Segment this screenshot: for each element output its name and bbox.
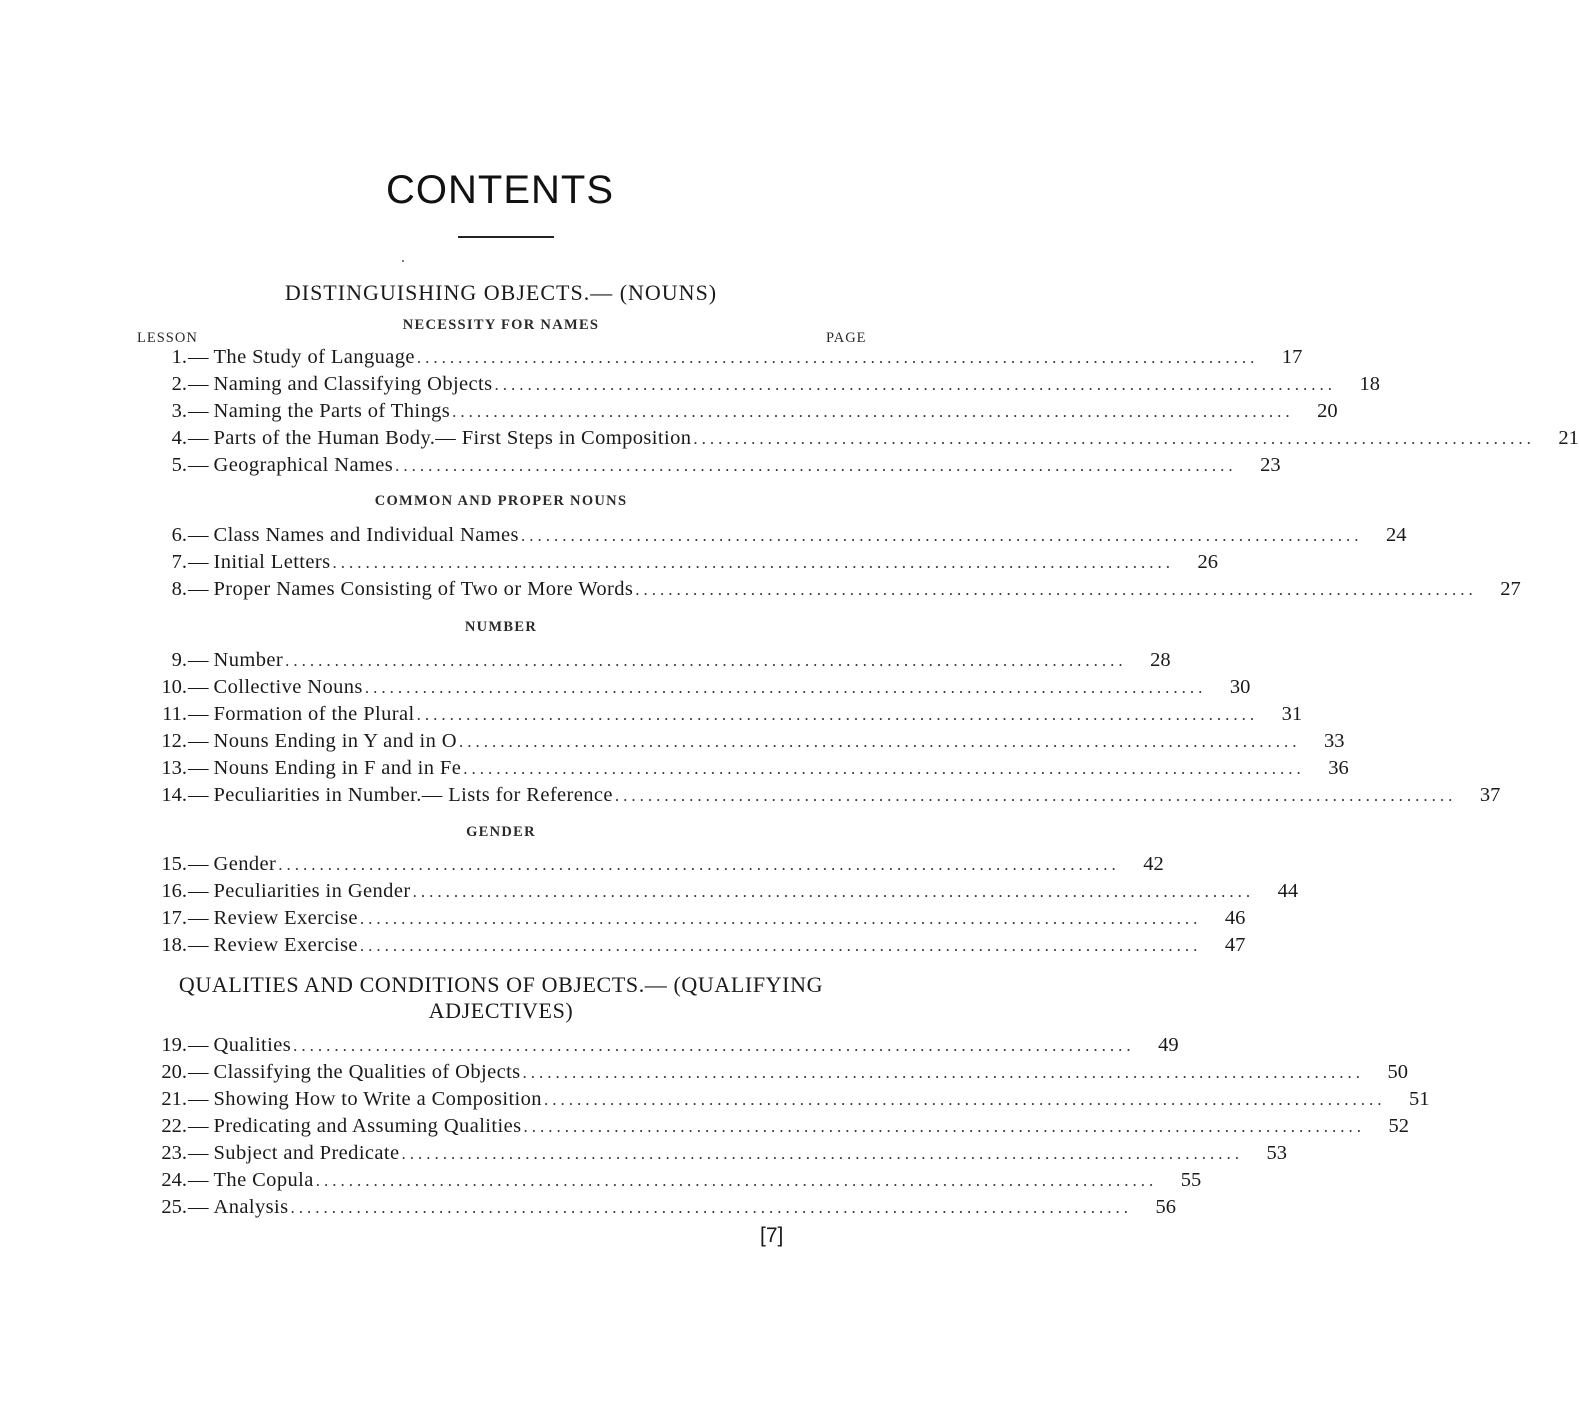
page-number: 26 (1197, 551, 1218, 573)
lesson-title: Review Exercise (213, 934, 358, 956)
part-heading-nouns: DISTINGUISHING OBJECTS.— (NOUNS) (284, 280, 718, 305)
toc-entry: 24. — The Copula ...................................................................................................... 55 (132, 1167, 874, 1194)
page-number: 17 (1281, 346, 1303, 368)
dot-leader: ...................................................................................................... (401, 1144, 1244, 1163)
lesson-number: 6. (171, 524, 187, 546)
lesson-number: 23. (161, 1142, 187, 1164)
toc-entry: 10. — Collective Nouns ...................................................................................................... 30 (132, 674, 874, 701)
toc-entry: 16. — Peculiarities in Gender ...................................................................................................... 44 (132, 878, 874, 905)
toc-entry: 8. — Proper Names Consisting of Two or More Words ...................................................................................................... 27 (132, 576, 874, 603)
lesson-number: 11. (162, 703, 187, 725)
lesson-number: 15. (161, 853, 187, 875)
toc-entry: 22. — Predicating and Assuming Qualities ...................................................................................................... 52 (132, 1113, 874, 1140)
lesson-title: Peculiarities in Number.— Lists for Reference (213, 784, 613, 806)
toc-entry: 25. — Analysis ...................................................................................................... 56 (132, 1194, 874, 1221)
lesson-title: Subject and Predicate (213, 1142, 400, 1164)
toc-entry: 20. — Classifying the Qualities of Objects ...................................................................................................... 50 (132, 1059, 874, 1086)
lesson-number: 12. (161, 730, 187, 752)
page-folio: [7] (760, 1224, 784, 1247)
lesson-number: 16. (161, 880, 187, 902)
dot-leader: ...................................................................................................... (364, 678, 1207, 697)
lesson-title: Gender (213, 853, 277, 875)
lesson-title: Classifying the Qualities of Objects (213, 1061, 521, 1083)
page-title: CONTENTS (386, 168, 614, 212)
page-number: 42 (1143, 853, 1164, 875)
dot-leader: ...................................................................................................... (520, 526, 1363, 545)
dot-leader: ...................................................................................................... (522, 1063, 1365, 1082)
dot-leader: ...................................................................................................... (452, 402, 1294, 421)
part-heading-adjectives: QUALITIES AND CONDITIONS OF OBJECTS.— (QUALIFYING (178, 972, 824, 997)
page-number: 56 (1155, 1196, 1176, 1218)
lesson-number: 3. (171, 400, 187, 422)
dot-leader: ...................................................................................................... (278, 855, 1120, 874)
page-number: 33 (1323, 730, 1345, 752)
toc-entry: 12. — Nouns Ending in Y and in O ...................................................................................................... 33 (132, 728, 874, 755)
lesson-number: 19. (161, 1034, 187, 1056)
toc-entry: 1. — The Study of Language ...................................................................................................... 17 (132, 344, 874, 371)
page-number: 51 (1408, 1088, 1430, 1110)
page-number: 23 (1260, 454, 1281, 476)
dot-leader: ...................................................................................................... (315, 1171, 1158, 1190)
dot-leader: ...................................................................................................... (359, 909, 1202, 928)
lesson-title: Predicating and Assuming Qualities (213, 1115, 522, 1137)
toc-entry: 19. — Qualities ...................................................................................................... 49 (132, 1032, 874, 1059)
title-rule (458, 236, 554, 238)
toc-entry: 23. — Subject and Predicate ...................................................................................................... 53 (132, 1140, 874, 1167)
lesson-title: The Copula (213, 1169, 314, 1191)
lesson-title: Nouns Ending in Y and in O (213, 730, 457, 752)
page-number: 50 (1387, 1061, 1409, 1083)
toc-entry: 4. — Parts of the Human Body.— First Steps in Composition ...................................................................................................... 21 (132, 425, 874, 452)
lesson-title: Naming the Parts of Things (213, 400, 451, 422)
dot-leader: ...................................................................................................... (416, 348, 1259, 367)
dot-leader: ...................................................................................................... (693, 429, 1535, 448)
page-number: 36 (1328, 757, 1349, 779)
page-number: 53 (1266, 1142, 1288, 1164)
page-number: 21 (1558, 427, 1579, 449)
dot-leader: ...................................................................................................... (458, 732, 1301, 751)
toc-entry: 21. — Showing How to Write a Composition ...................................................................................................... 51 (132, 1086, 874, 1113)
section-heading: COMMON AND PROPER NOUNS (374, 493, 628, 509)
dot-leader: ...................................................................................................... (635, 580, 1477, 599)
lesson-number: 22. (161, 1115, 187, 1137)
lesson-number: 17. (161, 907, 187, 929)
lesson-number: 21. (161, 1088, 187, 1110)
lesson-number: 25. (161, 1196, 187, 1218)
page-number: 37 (1479, 784, 1501, 806)
page-number: 30 (1229, 676, 1251, 698)
dot-leader: ...................................................................................................... (543, 1090, 1386, 1109)
page-number: 44 (1277, 880, 1299, 902)
print-speck (402, 260, 404, 262)
page-number: 52 (1388, 1115, 1409, 1137)
lesson-title: Showing How to Write a Composition (213, 1088, 542, 1110)
dot-leader: ...................................................................................................... (395, 456, 1237, 475)
lesson-title: Collective Nouns (213, 676, 363, 698)
dot-leader: ...................................................................................................... (293, 1036, 1135, 1055)
dot-leader: ...................................................................................................... (332, 553, 1174, 572)
dot-leader: ...................................................................................................... (290, 1198, 1132, 1217)
lesson-title: Class Names and Individual Names (213, 524, 519, 546)
lesson-number: 24. (161, 1169, 187, 1191)
toc-entry: 18. — Review Exercise ...................................................................................................... 47 (132, 932, 874, 959)
lesson-title: Geographical Names (213, 454, 394, 476)
lesson-number: 7. (171, 551, 187, 573)
lesson-column-label: LESSON (137, 330, 198, 346)
section-heading: NUMBER (464, 619, 538, 635)
lesson-number: 2. (171, 373, 187, 395)
toc-entry: 11. — Formation of the Plural ...................................................................................................... 31 (132, 701, 874, 728)
section-heading: NECESSITY FOR NAMES (402, 317, 600, 333)
toc-entry: 14. — Peculiarities in Number.— Lists for Reference ...................................................................................................... 37 (132, 782, 874, 809)
lesson-number: 1. (171, 346, 187, 368)
lesson-title: Peculiarities in Gender (213, 880, 411, 902)
toc-entry: 15. — Gender ...................................................................................................... 42 (132, 851, 874, 878)
page-number: 24 (1385, 524, 1407, 546)
lesson-title: Naming and Classifying Objects (213, 373, 493, 395)
lesson-number: 10. (161, 676, 187, 698)
lesson-title: Proper Names Consisting of Two or More Words (213, 578, 634, 600)
page-number: 47 (1224, 934, 1246, 956)
lesson-title: Nouns Ending in F and in Fe (213, 757, 462, 779)
page-number: 28 (1150, 649, 1171, 671)
part-heading-adjectives-cont: ADJECTIVES) (428, 998, 574, 1023)
page-number: 27 (1500, 578, 1521, 600)
dot-leader: ...................................................................................................... (416, 705, 1259, 724)
toc-entry: 17. — Review Exercise ...................................................................................................... 46 (132, 905, 874, 932)
toc-entry: 5. — Geographical Names ...................................................................................................... 23 (132, 452, 874, 479)
page-number: 20 (1317, 400, 1338, 422)
lesson-number: 8. (171, 578, 187, 600)
lesson-title: Initial Letters (213, 551, 331, 573)
page-number: 49 (1158, 1034, 1179, 1056)
page-number: 31 (1281, 703, 1303, 725)
lesson-title: Qualities (213, 1034, 292, 1056)
lesson-number: 13. (161, 757, 187, 779)
page-column-label: PAGE (826, 330, 867, 346)
lesson-number: 9. (171, 649, 187, 671)
dot-leader: ...................................................................................................... (523, 1117, 1365, 1136)
lesson-title: Analysis (213, 1196, 289, 1218)
dot-leader: ...................................................................................................... (285, 651, 1127, 670)
page-number: 18 (1359, 373, 1381, 395)
toc-entry: 9. — Number ...................................................................................................... 28 (132, 647, 874, 674)
toc-entry: 2. — Naming and Classifying Objects ...................................................................................................... 18 (132, 371, 874, 398)
lesson-number: 18. (161, 934, 187, 956)
toc-entry: 7. — Initial Letters ...................................................................................................... 26 (132, 549, 874, 576)
lesson-title: Formation of the Plural (213, 703, 415, 725)
toc-entry: 13. — Nouns Ending in F and in Fe ...................................................................................................... 36 (132, 755, 874, 782)
lesson-number: 20. (161, 1061, 187, 1083)
lesson-title: Parts of the Human Body.— First Steps in Composition (213, 427, 692, 449)
lesson-title: Number (213, 649, 284, 671)
dot-leader: ...................................................................................................... (359, 936, 1202, 955)
page-number: 55 (1180, 1169, 1202, 1191)
dot-leader: ...................................................................................................... (412, 882, 1255, 901)
dot-leader: ...................................................................................................... (614, 786, 1457, 805)
dot-leader: ...................................................................................................... (463, 759, 1305, 778)
dot-leader: ...................................................................................................... (494, 375, 1337, 394)
lesson-title: The Study of Language (213, 346, 415, 368)
lesson-title: Review Exercise (213, 907, 358, 929)
lesson-number: 4. (171, 427, 187, 449)
lesson-number: 14. (161, 784, 187, 806)
section-heading: GENDER (466, 824, 536, 840)
toc-entry: 3. — Naming the Parts of Things ...................................................................................................... 20 (132, 398, 874, 425)
lesson-number: 5. (171, 454, 187, 476)
toc-entry: 6. — Class Names and Individual Names ...................................................................................................... 24 (132, 522, 874, 549)
page-number: 46 (1224, 907, 1246, 929)
